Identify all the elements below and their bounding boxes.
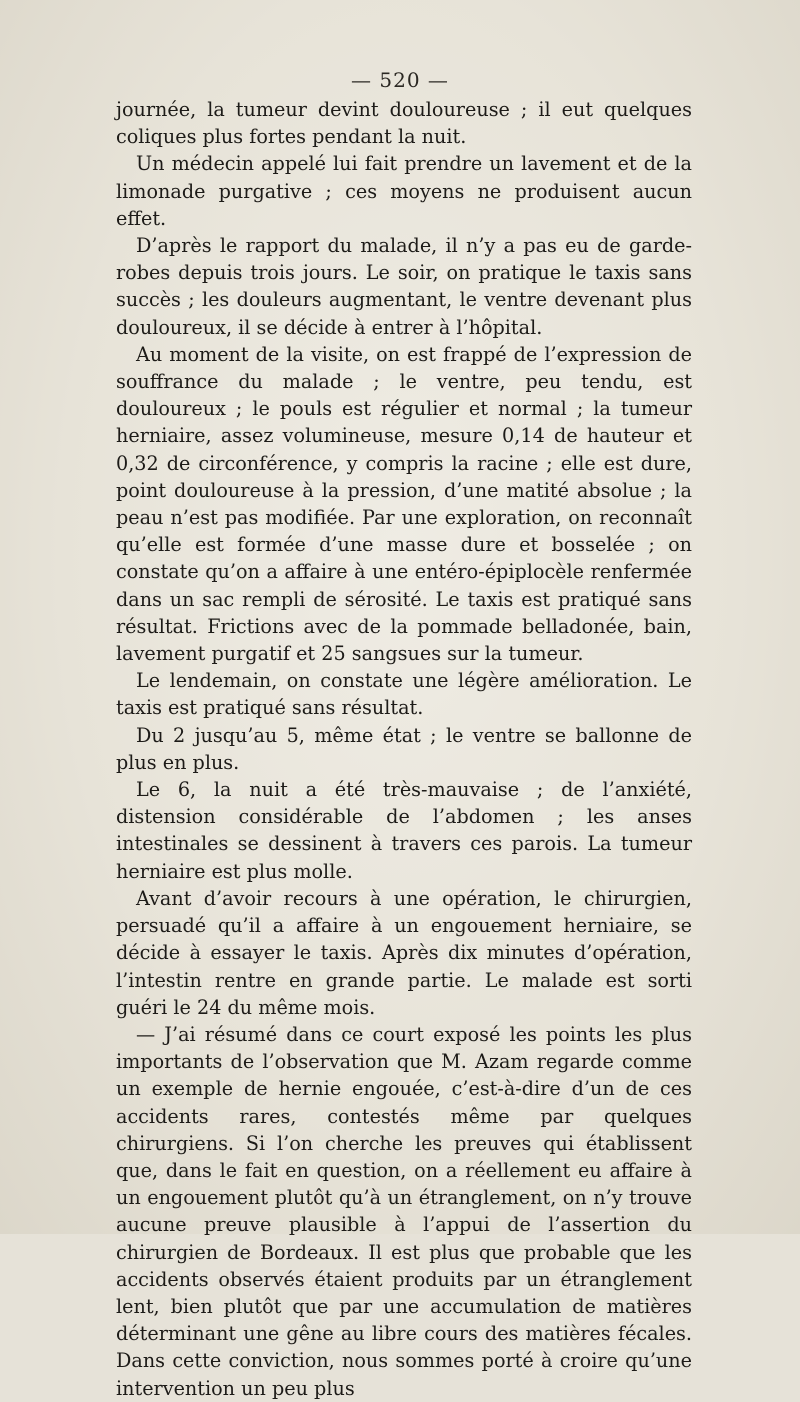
body-text xyxy=(116,96,692,1402)
paragraph-continuation: journée, la tumeur devint douloureuse ; il eut quelques coliques plus fortes pendant la nuit. xyxy=(116,98,692,149)
paragraph-physician: Un médecin appelé lui fait prendre un lavement et de la limonade purgative ; ces moyens ne produisent aucun effet. xyxy=(116,152,692,230)
paragraph-patient-report: D’après le rapport du malade, il n’y a pas eu de garde-robes depuis trois jours. Le soir, on pratique le taxis sans succès ; les douleurs augmentant, le ventre devenant plus douloureux, il se décide à entrer à l’hôpital. xyxy=(116,234,692,339)
paragraph-days-2-to-5: Du 2 jusqu’au 5, même état ; le ventre se ballonne de plus en plus. xyxy=(116,723,692,774)
page-number: — 520 — xyxy=(351,68,449,92)
paragraph-day-6: Le 6, la nuit a été très-mauvaise ; de l’anxiété, distension considérable de l’abdomen ; les anses intestinales se dessinent à travers ces parois. La tumeur herniaire est plus molle. xyxy=(116,778,692,883)
paragraph-visit-examination: Au moment de la visite, on est frappé de l’expression de souffrance du malade ; le ventre, peu tendu, est douloureux ; le pouls est régulier et normal ; la tumeur herniaire, assez volumineuse, mesure 0,14 de hauteur et 0,32 de circonférence, y compris la racine ; elle est dure, point douloureuse à la pression, d’une matité absolue ; la peau n’est pas modifiée. Par une exploration, on reconnaît qu’elle est formée d’une masse dure et bosselée ; on constate qu’on a affaire à une entéro-épiplocèle renfermée dans un sac rempli de sérosité. Le taxis est pratiqué sans résultat. Frictions avec de la pommade belladonée, bain, lavement purgatif et 25 sangsues sur la tumeur. xyxy=(116,342,692,666)
paragraph-commentary: — J’ai résumé dans ce court exposé les points les plus importants de l’observation que M. Azam regarde comme un exemple de hernie engouée, c’est-à-dire d’un de ces accidents rares, contestés même par quelques chirurgiens. Si l’on cherche les preuves qui établissent que, dans le fait en question, on a réellement eu affaire à un engouement plutôt qu’à un étranglement, on n’y trouve aucune preuve plausible à l’appui de l’assertion du chirurgien de Bordeaux. Il est plus que probable que les accidents observés étaient produits par un étranglement lent, bien plutôt que par une accumulation de matières déterminant une gêne au libre cours des matières fécales. Dans cette conviction, nous sommes porté à croire qu’une intervention un peu plus xyxy=(116,1022,692,1400)
paragraph-next-day: Le lendemain, on constate une légère amélioration. Le taxis est pratiqué sans résultat. xyxy=(116,669,692,720)
paragraph-taxis-outcome: Avant d’avoir recours à une opération, le chirurgien, persuadé qu’il a affaire à un engouement herniaire, se décide à essayer le taxis. Après dix minutes d’opération, l’intestin rentre en grande partie. Le malade est sorti guéri le 24 du même mois. xyxy=(116,886,692,1019)
